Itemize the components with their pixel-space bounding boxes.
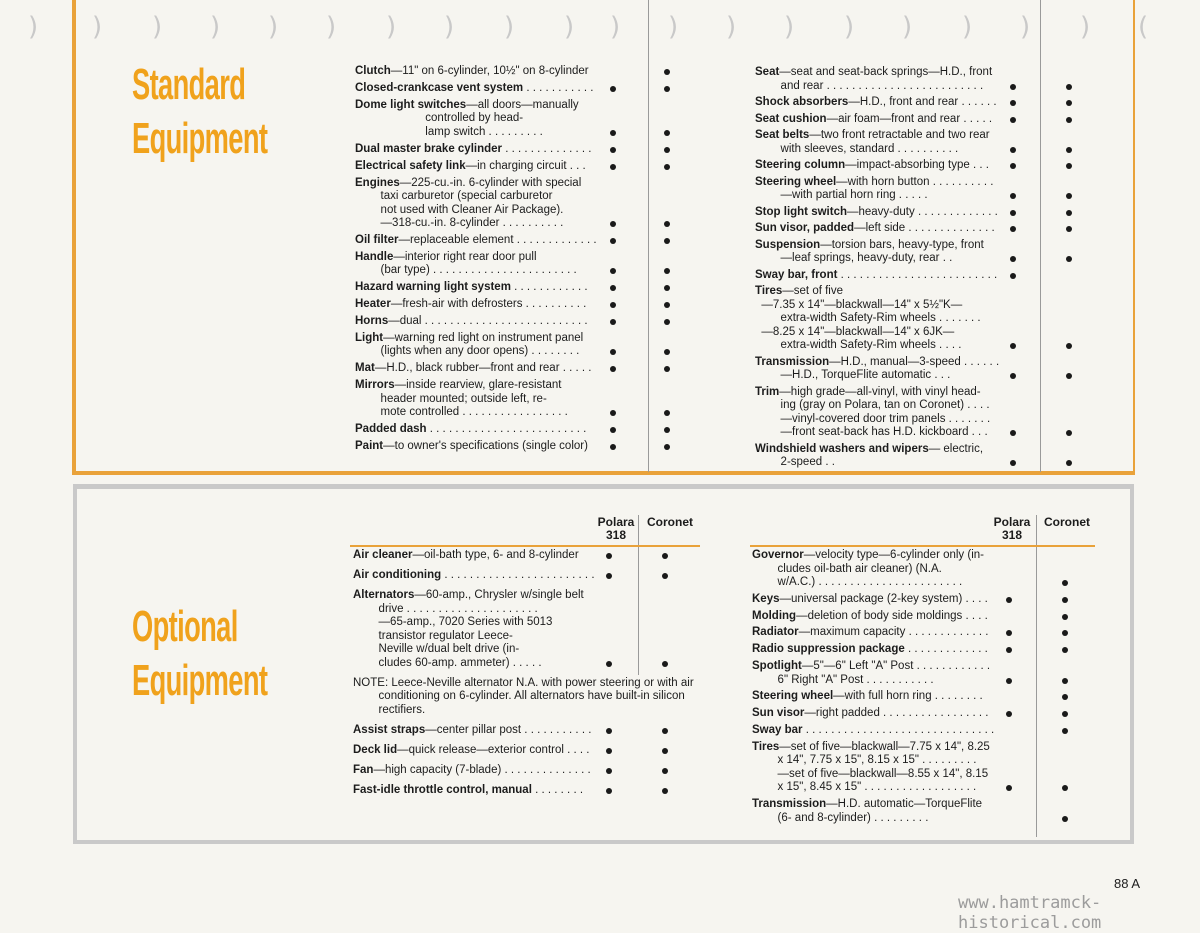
bullet-dot-icon: [1066, 256, 1072, 262]
col-header-polara: Polara 318: [597, 515, 635, 542]
std-left-item-5: Engines—225-cu.-in. 6-cylinder with special taxi carburetor (special carburetor not used with Cleaner Air Package). —318-cu.-in. 8-cylinder . . . . . . . . . .: [355, 176, 582, 229]
bullet-dot-icon: [1010, 343, 1016, 349]
col-header-polara-2: Polara 318: [993, 515, 1031, 542]
bullet-dot-icon: [664, 319, 670, 325]
bullet-dot-icon: [1062, 614, 1068, 620]
column-divider: [648, 0, 649, 472]
bullet-dot-icon: [664, 221, 670, 227]
opt-left-item-6: Fan—high capacity (7-blade) . . . . . . . . . . . . . .: [353, 763, 591, 776]
bullet-dot-icon: [662, 788, 668, 794]
bullet-dot-icon: [1066, 343, 1072, 349]
bullet-dot-icon: [1066, 226, 1072, 232]
std-right-item-3: Seat belts—two front retractable and two rear with sleeves, standard . . . . . . . . . .: [755, 129, 990, 155]
bullet-dot-icon: [1010, 273, 1016, 279]
binder-hole-icon: ): [726, 12, 737, 42]
std-left-item-1: Closed-crankcase vent system . . . . . . . . . . .: [355, 81, 594, 94]
binder-hole-icon: ): [668, 12, 679, 42]
bullet-dot-icon: [662, 728, 668, 734]
bullet-dot-icon: [606, 553, 612, 559]
opt-left-item-2: Alternators—60-amp., Chrysler w/single belt drive . . . . . . . . . . . . . . . . . . . . . —65-amp., 7020 Series with 5013 transistor regulator Leece- Neville w/dual belt drive (in- cludes 60-amp. ammeter) . . . . .: [353, 589, 584, 669]
opt-right-item-7: Sun visor—right padded . . . . . . . . . . . . . . . . .: [752, 707, 989, 720]
header-rule: [750, 545, 1095, 547]
binder-hole-icon: ): [152, 12, 163, 42]
opt-right-item-6: Steering wheel—with full horn ring . . . . . . . .: [752, 690, 983, 703]
bullet-dot-icon: [1062, 678, 1068, 684]
bullet-dot-icon: [610, 444, 616, 450]
bullet-dot-icon: [664, 147, 670, 153]
bullet-dot-icon: [610, 130, 616, 136]
binder-hole-icon: ): [28, 12, 39, 42]
opt-left-item-5: Deck lid—quick release—exterior control . . . .: [353, 743, 590, 756]
bullet-dot-icon: [664, 238, 670, 244]
bullet-dot-icon: [1010, 430, 1016, 436]
bullet-dot-icon: [1010, 373, 1016, 379]
bullet-dot-icon: [1066, 210, 1072, 216]
column-divider: [1036, 515, 1037, 837]
column-divider: [1040, 0, 1041, 472]
std-right-item-12: Trim—high grade—all-vinyl, with vinyl head- ing (gray on Polara, tan on Coronet) . . . . —vinyl-covered door trim panels . . . . . . . —front seat-back has H.D. kickboard . . .: [755, 385, 991, 438]
bullet-dot-icon: [662, 661, 668, 667]
bullet-dot-icon: [664, 444, 670, 450]
bullet-dot-icon: [1066, 373, 1072, 379]
bullet-dot-icon: [664, 164, 670, 170]
binder-hole-icon: ): [1020, 12, 1031, 42]
col-header-coronet: Coronet: [647, 515, 693, 529]
header-rule: [350, 545, 700, 547]
bullet-dot-icon: [1010, 256, 1016, 262]
binder-hole-icon: ): [564, 12, 575, 42]
binder-hole-icon: ): [92, 12, 103, 42]
bullet-dot-icon: [664, 69, 670, 75]
std-right-item-5: Steering wheel—with horn button . . . . . . . . . . —with partial horn ring . . . . .: [755, 175, 994, 201]
bullet-dot-icon: [1062, 816, 1068, 822]
opt-right-item-8: Sway bar . . . . . . . . . . . . . . . . . . . . . . . . . . . . . .: [752, 723, 995, 736]
std-right-item-2: Seat cushion—air foam—front and rear . . . . .: [755, 112, 993, 125]
std-right-item-1: Shock absorbers—H.D., front and rear . . . . . .: [755, 96, 997, 108]
std-right-item-0: Seat—seat and seat-back springs—H.D., front and rear . . . . . . . . . . . . . . . . . . . . . . . . .: [755, 66, 993, 92]
optional-title-line1: Optional: [132, 602, 238, 651]
bullet-dot-icon: [662, 573, 668, 579]
std-left-item-14: Padded dash . . . . . . . . . . . . . . . . . . . . . . . . .: [355, 423, 587, 436]
binder-hole-icon: ): [326, 12, 337, 42]
opt-left-item-0: Air cleaner—oil-bath type, 6- and 8-cylinder: [353, 549, 579, 561]
bullet-dot-icon: [1066, 163, 1072, 169]
bullet-dot-icon: [1010, 100, 1016, 106]
binder-hole-icon: (: [1138, 12, 1149, 42]
bullet-dot-icon: [1006, 678, 1012, 684]
page-number: 88 A: [1114, 876, 1141, 891]
std-right-item-13: Windshield washers and wipers— electric, 2-speed . .: [755, 442, 984, 468]
std-right-item-4: Steering column—impact-absorbing type . . .: [755, 159, 989, 171]
std-left-item-4: Electrical safety link—in charging circuit . . .: [355, 159, 586, 172]
std-right-item-9: Sway bar, front . . . . . . . . . . . . . . . . . . . . . . . . .: [755, 268, 998, 281]
binder-hole-icon: ): [444, 12, 455, 42]
col-header-coronet-2: Coronet: [1044, 515, 1090, 529]
bullet-dot-icon: [610, 86, 616, 92]
bullet-dot-icon: [610, 147, 616, 153]
binder-hole-icon: ): [210, 12, 221, 42]
std-left-item-15: Paint—to owner's specifications (single color): [355, 440, 588, 452]
bullet-dot-icon: [1010, 210, 1016, 216]
bullet-dot-icon: [606, 661, 612, 667]
bullet-dot-icon: [1066, 193, 1072, 199]
std-right-item-10: Tires—set of five —7.35 x 14"—blackwall—14" x 5½"K— extra-width Safety-Rim wheels . . . . . . . —8.25 x 14"—blackwall—14" x 6JK— extra-width Safety-Rim wheels . . . .: [755, 285, 981, 351]
opt-right-item-10: Transmission—H.D. automatic—TorqueFlite (6- and 8-cylinder) . . . . . . . . .: [752, 798, 983, 824]
bullet-dot-icon: [1066, 430, 1072, 436]
binder-hole-icon: ): [962, 12, 973, 42]
std-left-item-3: Dual master brake cylinder . . . . . . . . . . . . . .: [355, 142, 592, 155]
opt-right-item-0: Governor—velocity type—6-cylinder only (in- cludes oil-bath air cleaner) (N.A. w/A.C.) . . . . . . . . . . . . . . . . . . . . . . .: [752, 549, 984, 588]
binder-hole-icon: ): [504, 12, 515, 42]
bullet-dot-icon: [1006, 597, 1012, 603]
bullet-dot-icon: [606, 728, 612, 734]
binder-hole-icon: ): [902, 12, 913, 42]
bullet-dot-icon: [1062, 728, 1068, 734]
binder-hole-icon: ): [844, 12, 855, 42]
opt-right-item-9: Tires—set of five—blackwall—7.75 x 14", 8.25 x 14", 7.75 x 15", 8.15 x 15" . . . . . . . . . —set of five—blackwall—8.55 x 14", 8.15 x 15", 8.45 x 15" . . . . . . . . . . . . . . . . . .: [752, 740, 990, 794]
bullet-dot-icon: [606, 788, 612, 794]
bullet-dot-icon: [1066, 84, 1072, 90]
opt-left-item-3: NOTE: Leece-Neville alternator N.A. with power steering or with air conditioning on 6-cylinder. All alternators have built-in silicon rectifiers.: [353, 676, 694, 716]
bullet-dot-icon: [662, 748, 668, 754]
optional-title: [132, 600, 267, 708]
bullet-dot-icon: [1062, 580, 1068, 586]
opt-right-item-1: Keys—universal package (2-key system) . . . .: [752, 592, 988, 605]
std-right-item-7: Sun visor, padded—left side . . . . . . . . . . . . . .: [755, 222, 995, 234]
bullet-dot-icon: [1010, 117, 1016, 123]
opt-right-item-5: Spotlight—5"—6" Left "A" Post . . . . . . . . . . . . 6" Right "A" Post . . . . . . . . . . .: [752, 660, 991, 686]
bullet-dot-icon: [1010, 460, 1016, 466]
bullet-dot-icon: [606, 748, 612, 754]
std-left-item-9: Heater—fresh-air with defrosters . . . . . . . . . .: [355, 298, 587, 311]
bullet-dot-icon: [1010, 147, 1016, 153]
std-left-item-8: Hazard warning light system . . . . . . . . . . . .: [355, 281, 588, 294]
standard-title: [132, 58, 267, 166]
bullet-dot-icon: [1066, 147, 1072, 153]
std-left-item-7: Handle—interior right rear door pull (bar type) . . . . . . . . . . . . . . . . . . . . . . .: [355, 250, 577, 277]
bullet-dot-icon: [662, 768, 668, 774]
opt-right-item-2: Molding—deletion of body side moldings . . . .: [752, 609, 988, 622]
std-left-item-11: Light—warning red light on instrument panel (lights when any door opens) . . . . . . . .: [355, 331, 584, 358]
bullet-dot-icon: [664, 130, 670, 136]
opt-left-item-7: Fast-idle throttle control, manual . . . . . . . .: [353, 783, 584, 796]
bullet-dot-icon: [610, 238, 616, 244]
binder-hole-icon: ): [386, 12, 397, 42]
std-left-item-0: Clutch—11" on 6-cylinder, 10½" on 8-cylinder: [355, 65, 589, 77]
bullet-dot-icon: [1010, 226, 1016, 232]
binder-hole-icon: ): [268, 12, 279, 42]
standard-title-line1: Standard: [132, 60, 246, 109]
bullet-dot-icon: [606, 768, 612, 774]
binder-hole-icon: ): [610, 12, 621, 42]
std-left-item-10: Horns—dual . . . . . . . . . . . . . . . . . . . . . . . . . .: [355, 315, 588, 327]
std-right-item-8: Suspension—torsion bars, heavy-type, front —leaf springs, heavy-duty, rear . .: [755, 238, 984, 264]
std-right-item-11: Transmission—H.D., manual—3-speed . . . . . . —H.D., TorqueFlite automatic . . .: [755, 355, 1000, 381]
bullet-dot-icon: [662, 553, 668, 559]
bullet-dot-icon: [606, 573, 612, 579]
bullet-dot-icon: [1066, 100, 1072, 106]
opt-left-item-4: Assist straps—center pillar post . . . . . . . . . . .: [353, 723, 592, 736]
bullet-dot-icon: [1066, 117, 1072, 123]
optional-title-line2: Equipment: [132, 656, 268, 705]
bullet-dot-icon: [1010, 163, 1016, 169]
binder-hole-icon: ): [784, 12, 795, 42]
opt-right-item-3: Radiator—maximum capacity . . . . . . . . . . . . .: [752, 626, 989, 639]
opt-right-item-4: Radio suppression package . . . . . . . . . . . . .: [752, 643, 988, 656]
std-left-item-2: Dome light switches—all doors—manually controlled by head- lamp switch . . . . . . . . .: [355, 98, 579, 138]
watermark: www.hamtramck-historical.com: [958, 893, 1102, 933]
bullet-dot-icon: [1010, 193, 1016, 199]
opt-left-item-1: Air conditioning . . . . . . . . . . . . . . . . . . . . . . . .: [353, 569, 595, 581]
std-left-item-12: Mat—H.D., black rubber—front and rear . . . . .: [355, 362, 592, 375]
std-left-item-6: Oil filter—replaceable element . . . . . . . . . . . . .: [355, 233, 597, 246]
bullet-dot-icon: [610, 164, 616, 170]
bullet-dot-icon: [1010, 84, 1016, 90]
binder-hole-icon: ): [1080, 12, 1091, 42]
bullet-dot-icon: [1062, 597, 1068, 603]
std-left-item-13: Mirrors—inside rearview, glare-resistant header mounted; outside left, re- mote controlled . . . . . . . . . . . . . . . . .: [355, 379, 568, 419]
bullet-dot-icon: [1066, 460, 1072, 466]
standard-title-line2: Equipment: [132, 114, 268, 163]
bullet-dot-icon: [610, 319, 616, 325]
bullet-dot-icon: [610, 221, 616, 227]
bullet-dot-icon: [664, 86, 670, 92]
std-right-item-6: Stop light switch—heavy-duty . . . . . . . . . . . . .: [755, 205, 998, 218]
